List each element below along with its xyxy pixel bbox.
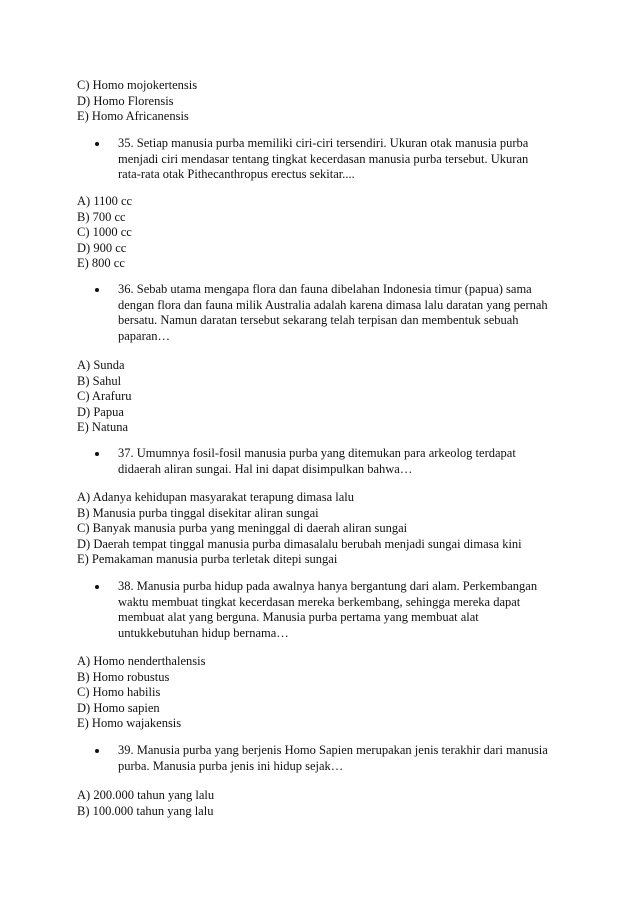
- bullet-icon: [95, 579, 101, 595]
- option-d: D) Homo Florensis: [77, 93, 174, 108]
- question-line: membuat alat yang berguna. Manusia purba pertama yang membuat alat: [118, 610, 479, 624]
- question-line: 36. Sebab utama mengapa flora dan fauna dibelahan Indonesia timur (papua) sama: [118, 282, 532, 296]
- question-line: waktu membuat tingkat kecerdasan mereka berkembang, sehingga mereka dapat: [118, 594, 521, 609]
- option-a: A) 1100 cc: [77, 194, 133, 208]
- option-b: B) 100.000 tahun yang lalu: [77, 803, 214, 818]
- question-text: [118, 446, 516, 477]
- option-e: E) 800 cc: [77, 256, 125, 270]
- bullet-icon: [95, 282, 101, 298]
- option-c: C) Homo mojokertensis: [77, 78, 198, 92]
- question-line: 35. Setiap manusia purba memiliki ciri-ciri tersendiri. Ukuran otak manusia purba: [118, 136, 529, 150]
- option-c: C) Banyak manusia purba yang meninggal di daerah aliran sungai: [77, 521, 408, 535]
- options-39: [77, 788, 577, 819]
- question-line: 38. Manusia purba hidup pada awalnya hanya bergantung dari alam. Perkembangan: [118, 579, 538, 593]
- option-c: C) Homo habilis: [77, 685, 161, 699]
- options-37: [77, 490, 577, 568]
- options-35: [77, 194, 577, 272]
- option-d: D) Papua: [77, 404, 124, 419]
- question-text: [118, 282, 548, 344]
- option-e: E) Homo wajakensis: [77, 716, 182, 730]
- option-a: A) Adanya kehidupan masyarakat terapung dimasa lalu: [77, 490, 354, 504]
- bullet-icon: [95, 446, 101, 462]
- option-b: B) Homo robustus: [77, 669, 170, 684]
- question-line: didaerah aliran sungai. Hal ini dapat disimpulkan bahwa…: [118, 461, 413, 476]
- option-d: D) 900 cc: [77, 240, 127, 255]
- question-line: menjadi ciri mendasar tentang tingkat kecerdasan manusia purba tersebut. Ukuran: [118, 151, 529, 166]
- bullet-icon: [95, 743, 101, 759]
- bullet-icon: [95, 136, 101, 152]
- option-d: D) Homo sapien: [77, 700, 160, 715]
- question-line: purba. Manusia purba jenis ini hidup sejak…: [118, 758, 344, 773]
- question-text: [118, 579, 537, 641]
- option-e: E) Homo Africanensis: [77, 109, 189, 123]
- option-e: E) Pemakaman manusia purba terletak ditepi sungai: [77, 552, 338, 566]
- option-a: A) Sunda: [77, 358, 125, 372]
- question-text: [118, 136, 528, 183]
- option-c: C) 1000 cc: [77, 225, 132, 239]
- question-text: [118, 743, 548, 774]
- question-line: bersatu. Namun daratan tersebut sekarang telah terpisan dan membentuk sebuah: [118, 313, 519, 327]
- option-c: C) Arafuru: [77, 389, 132, 403]
- question-line: untukkebutuhan hidup bernama…: [118, 625, 289, 640]
- option-b: B) Sahul: [77, 373, 122, 388]
- question-line: 37. Umumnya fosil-fosil manusia purba yang ditemukan para arkeolog terdapat: [118, 446, 516, 460]
- question-line: paparan…: [118, 328, 171, 343]
- prev-options: [77, 78, 577, 125]
- options-36: [77, 358, 577, 436]
- option-b: B) 700 cc: [77, 209, 126, 224]
- option-a: A) Homo nenderthalensis: [77, 654, 206, 668]
- question-line: 39. Manusia purba yang berjenis Homo Sapien merupakan jenis terakhir dari manusia: [118, 743, 548, 757]
- question-line: dengan flora dan fauna milik Australia adalah karena dimasa lalu daratan yang pernah: [118, 297, 548, 312]
- option-a: A) 200.000 tahun yang lalu: [77, 788, 215, 802]
- option-d: D) Daerah tempat tinggal manusia purba dimasalalu berubah menjadi sungai dimasa kini: [77, 536, 522, 551]
- option-e: E) Natuna: [77, 420, 129, 434]
- options-38: [77, 654, 577, 732]
- option-b: B) Manusia purba tinggal disekitar aliran sungai: [77, 505, 319, 520]
- question-line: rata-rata otak Pithecanthropus erectus sekitar....: [118, 167, 355, 181]
